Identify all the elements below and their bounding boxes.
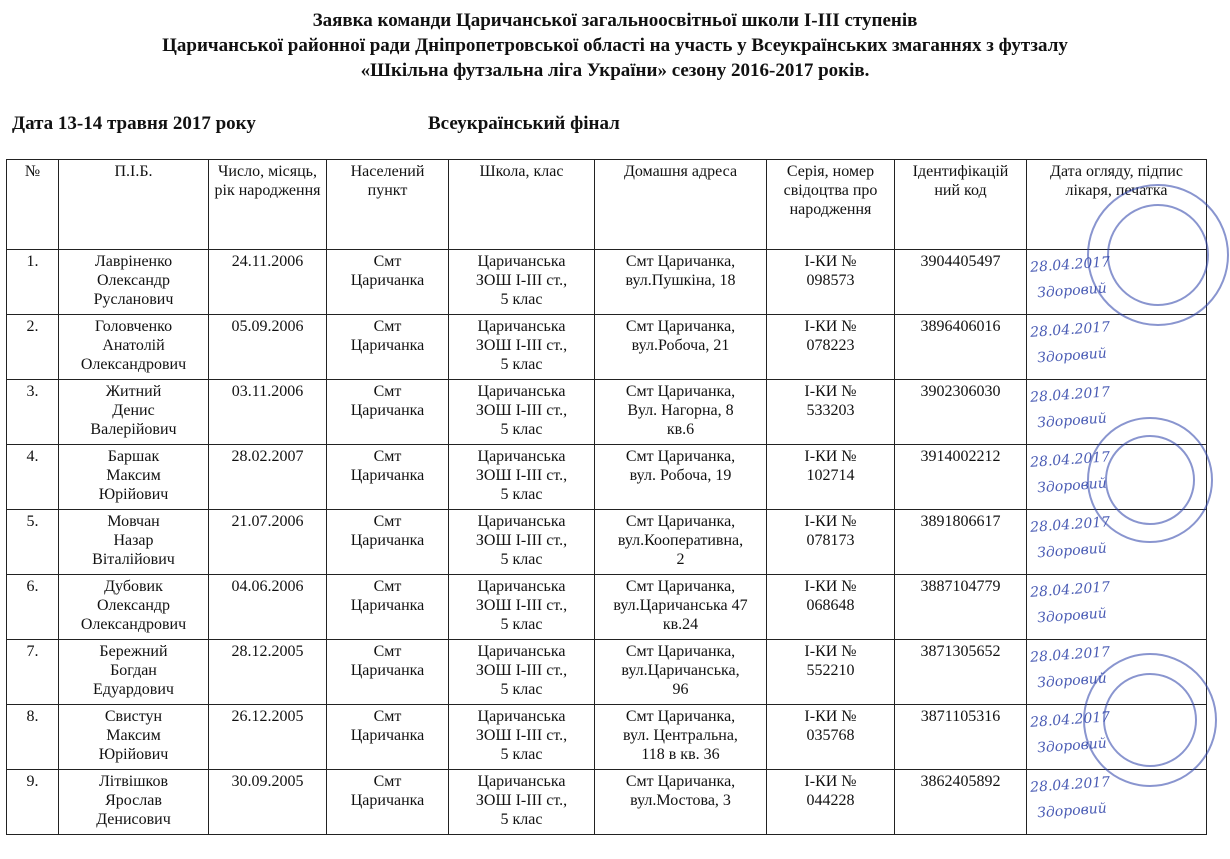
signature-line: 28.04.2017 (1029, 319, 1111, 341)
birth-certificate-line: І-КИ № (804, 253, 857, 270)
signature-line: Здоровий (1036, 475, 1108, 497)
town-line: Смт (373, 253, 402, 270)
player-name (59, 315, 209, 380)
school-line: 5 клас (500, 551, 543, 568)
birth-certificate-line: І-КИ № (804, 513, 857, 530)
signature-handwriting (1029, 380, 1113, 437)
birth-certificate-line: 102714 (806, 467, 855, 484)
player-name (59, 640, 209, 705)
school-line: ЗОШ І-ІІІ ст., (475, 792, 568, 809)
player-name-line: Олександр (96, 597, 171, 614)
school-line: 5 клас (500, 681, 543, 698)
school (449, 705, 595, 770)
birth-date: 26.12.2005 (209, 705, 327, 770)
player-name-line: Валерійович (90, 421, 177, 438)
school-line: Царичанська (477, 318, 566, 335)
home-address-line: вул.Пушкіна, 18 (625, 272, 736, 289)
home-address-line: вул.Царичанська, (621, 662, 740, 679)
player-name-line: Юрійович (98, 486, 169, 503)
school-line: Царичанська (477, 383, 566, 400)
col-id-code: Ідентифікацій ний код (895, 160, 1027, 250)
town (327, 250, 449, 315)
player-name (59, 510, 209, 575)
doctor-signature (1027, 705, 1207, 770)
birth-date: 04.06.2006 (209, 575, 327, 640)
col-medical-check: Дата огляду, підпис лікаря, печатка (1027, 160, 1207, 250)
home-address (595, 250, 767, 315)
player-name-line: Максим (106, 467, 161, 484)
birth-certificate (767, 770, 895, 835)
signature-line: 28.04.2017 (1029, 774, 1111, 796)
doctor-signature (1027, 640, 1207, 705)
signature-line: Здоровий (1036, 345, 1108, 367)
town-line: Царичанка (350, 727, 425, 744)
title-line-3: «Шкільна футзальна ліга України» сезону 2016-2017 років. (360, 60, 870, 81)
id-code: 3871305652 (895, 640, 1027, 705)
school (449, 380, 595, 445)
home-address-line: кв.24 (662, 616, 699, 633)
signature-handwriting (1029, 575, 1113, 632)
signature-line: Здоровий (1036, 735, 1108, 757)
signature-line: Здоровий (1036, 410, 1108, 432)
birth-certificate (767, 380, 895, 445)
id-code: 3887104779 (895, 575, 1027, 640)
school (449, 445, 595, 510)
signature-line: 28.04.2017 (1029, 254, 1111, 276)
town-line: Смт (373, 513, 402, 530)
col-number: № (7, 160, 59, 250)
competition-date: Дата 13-14 травня 2017 року (12, 113, 256, 134)
birth-certificate-line: І-КИ № (804, 383, 857, 400)
id-code: 3896406016 (895, 315, 1027, 380)
signature-line: Здоровий (1036, 605, 1108, 627)
school-line: Царичанська (477, 578, 566, 595)
player-name-line: Дубовик (104, 578, 163, 595)
col-school: Школа, клас (449, 160, 595, 250)
birth-certificate-line: 035768 (806, 727, 855, 744)
id-code: 3914002212 (895, 445, 1027, 510)
school (449, 640, 595, 705)
town-line: Царичанка (350, 532, 425, 549)
row-number: 1. (7, 250, 59, 315)
signature-line: Здоровий (1036, 540, 1108, 562)
player-name-line: Олександрович (80, 356, 187, 373)
player-name-line: Олександрович (80, 616, 187, 633)
player-name-line: Головченко (94, 318, 173, 335)
school-line: Царичанська (477, 253, 566, 270)
birth-certificate-line: І-КИ № (804, 708, 857, 725)
row-number: 6. (7, 575, 59, 640)
col-birth-date: Число, місяць, рік народження (209, 160, 327, 250)
player-name-line: Денисович (96, 811, 171, 828)
id-code: 3902306030 (895, 380, 1027, 445)
town (327, 705, 449, 770)
school-line: ЗОШ І-ІІІ ст., (475, 337, 568, 354)
birth-certificate-line: 078173 (806, 532, 855, 549)
town (327, 770, 449, 835)
doctor-signature (1027, 510, 1207, 575)
signature-handwriting (1029, 770, 1113, 827)
player-name-line: Бережний (99, 643, 168, 660)
school-line: 5 клас (500, 356, 543, 373)
birth-certificate-line: 552210 (806, 662, 855, 679)
home-address (595, 445, 767, 510)
home-address (595, 770, 767, 835)
school (449, 510, 595, 575)
signature-line: Здоровий (1036, 280, 1108, 302)
town-line: Царичанка (350, 337, 425, 354)
school-line: ЗОШ І-ІІІ ст., (475, 272, 568, 289)
signature-line: 28.04.2017 (1029, 449, 1111, 471)
school-line: Царичанська (477, 773, 566, 790)
signature-line: 28.04.2017 (1029, 709, 1111, 731)
birth-certificate-line: І-КИ № (804, 578, 857, 595)
birth-date: 28.12.2005 (209, 640, 327, 705)
birth-certificate-line: 078223 (806, 337, 855, 354)
school (449, 770, 595, 835)
title-line-2: Царичанської районної ради Дніпропетровської області на участь у Всеукраїнських змаганнях з футзалу (162, 35, 1068, 56)
birth-certificate-line: І-КИ № (804, 318, 857, 335)
signature-handwriting (1029, 315, 1113, 372)
player-name-line: Максим (106, 727, 161, 744)
birth-certificate (767, 250, 895, 315)
school-line: ЗОШ І-ІІІ ст., (475, 402, 568, 419)
player-name (59, 250, 209, 315)
col-address: Домашня адреса (595, 160, 767, 250)
school-line: ЗОШ І-ІІІ ст., (475, 597, 568, 614)
school-line: ЗОШ І-ІІІ ст., (475, 467, 568, 484)
town-line: Царичанка (350, 272, 425, 289)
table-row (7, 640, 1207, 705)
doctor-signature (1027, 315, 1207, 380)
birth-certificate-line: 068648 (806, 597, 855, 614)
town (327, 445, 449, 510)
home-address-line: вул. Робоча, 19 (629, 467, 732, 484)
home-address-line: Смт Царичанка, (625, 643, 736, 660)
school-line: Царичанська (477, 448, 566, 465)
birth-certificate (767, 315, 895, 380)
document-title (0, 8, 1230, 83)
town (327, 315, 449, 380)
birth-date: 24.11.2006 (209, 250, 327, 315)
school (449, 315, 595, 380)
signature-line: 28.04.2017 (1029, 644, 1111, 666)
birth-certificate (767, 445, 895, 510)
signature-line: 28.04.2017 (1029, 514, 1111, 536)
signature-handwriting (1029, 445, 1113, 502)
player-name-line: Денис (112, 402, 155, 419)
player-name (59, 705, 209, 770)
home-address-line: Смт Царичанка, (625, 318, 736, 335)
town (327, 510, 449, 575)
home-address-line: кв.6 (666, 421, 695, 438)
town (327, 380, 449, 445)
school-line: 5 клас (500, 291, 543, 308)
birth-certificate-line: І-КИ № (804, 773, 857, 790)
player-name-line: Літвішков (98, 773, 169, 790)
home-address (595, 705, 767, 770)
row-number: 9. (7, 770, 59, 835)
player-name-line: Мовчан (107, 513, 160, 530)
home-address (595, 315, 767, 380)
town-line: Смт (373, 773, 402, 790)
roster-body (7, 250, 1207, 835)
birth-certificate (767, 640, 895, 705)
school-line: 5 клас (500, 486, 543, 503)
school-line: 5 клас (500, 616, 543, 633)
birth-date: 03.11.2006 (209, 380, 327, 445)
player-name-line: Юрійович (98, 746, 169, 763)
signature-line: 28.04.2017 (1029, 384, 1111, 406)
town-line: Смт (373, 643, 402, 660)
home-address-line: Смт Царичанка, (625, 383, 736, 400)
signature-handwriting (1029, 250, 1113, 307)
school-line: 5 клас (500, 746, 543, 763)
row-number: 5. (7, 510, 59, 575)
home-address-line: вул. Центральна, (623, 727, 738, 744)
town-line: Смт (373, 578, 402, 595)
home-address-line: 2 (676, 551, 685, 568)
player-name-line: Баршак (107, 448, 160, 465)
signature-line: Здоровий (1036, 670, 1108, 692)
birth-date: 28.02.2007 (209, 445, 327, 510)
school-line: 5 клас (500, 811, 543, 828)
home-address-line: Смт Царичанка, (625, 578, 736, 595)
player-name (59, 445, 209, 510)
table-row (7, 510, 1207, 575)
town-line: Царичанка (350, 597, 425, 614)
school (449, 575, 595, 640)
col-full-name: П.І.Б. (59, 160, 209, 250)
town-line: Царичанка (350, 792, 425, 809)
birth-certificate (767, 510, 895, 575)
school-line: 5 клас (500, 421, 543, 438)
row-number: 2. (7, 315, 59, 380)
table-row (7, 705, 1207, 770)
id-code: 3862405892 (895, 770, 1027, 835)
doctor-signature (1027, 575, 1207, 640)
school-line: Царичанська (477, 708, 566, 725)
id-code: 3871105316 (895, 705, 1027, 770)
birth-certificate (767, 705, 895, 770)
player-name-line: Русланович (93, 291, 174, 308)
signature-handwriting (1029, 510, 1113, 567)
school-line: ЗОШ І-ІІІ ст., (475, 532, 568, 549)
table-row (7, 250, 1207, 315)
town-line: Смт (373, 448, 402, 465)
player-name (59, 380, 209, 445)
table-row (7, 315, 1207, 380)
player-name-line: Назар (113, 532, 154, 549)
home-address (595, 380, 767, 445)
row-number: 4. (7, 445, 59, 510)
player-name-line: Едуардович (93, 681, 174, 698)
home-address-line: Смт Царичанка, (625, 253, 736, 270)
school-line: Царичанська (477, 643, 566, 660)
table-row (7, 575, 1207, 640)
table-header-row (7, 160, 1207, 250)
player-name (59, 575, 209, 640)
home-address (595, 510, 767, 575)
town-line: Смт (373, 383, 402, 400)
title-line-1: Заявка команди Царичанської загальноосвітньої школи І-ІІІ ступенів (312, 10, 918, 31)
signature-handwriting (1029, 640, 1113, 697)
town-line: Смт (373, 708, 402, 725)
home-address (595, 575, 767, 640)
row-number: 3. (7, 380, 59, 445)
player-name (59, 770, 209, 835)
signature-handwriting (1029, 705, 1113, 762)
player-name-line: Житний (105, 383, 162, 400)
birth-date: 30.09.2005 (209, 770, 327, 835)
town-line: Царичанка (350, 662, 425, 679)
roster-table (6, 159, 1207, 835)
home-address (595, 640, 767, 705)
home-address-line: вул.Кооперативна, (617, 532, 744, 549)
table-row (7, 770, 1207, 835)
player-name-line: Віталійович (92, 551, 175, 568)
home-address-line: 118 в кв. 36 (641, 746, 720, 763)
birth-certificate-line: 533203 (806, 402, 855, 419)
school-line: ЗОШ І-ІІІ ст., (475, 727, 568, 744)
player-name-line: Ярослав (105, 792, 162, 809)
signature-line: 28.04.2017 (1029, 579, 1111, 601)
town-line: Царичанка (350, 467, 425, 484)
school (449, 250, 595, 315)
school-line: ЗОШ І-ІІІ ст., (475, 662, 568, 679)
doctor-signature (1027, 380, 1207, 445)
home-address-line: Вул. Нагорна, 8 (627, 402, 734, 419)
town (327, 575, 449, 640)
table-row (7, 445, 1207, 510)
town-line: Царичанка (350, 402, 425, 419)
player-name-line: Олександр (96, 272, 171, 289)
table-row (7, 380, 1207, 445)
player-name-line: Богдан (110, 662, 157, 679)
doctor-signature (1027, 770, 1207, 835)
col-town: Населений пункт (327, 160, 449, 250)
birth-date: 21.07.2006 (209, 510, 327, 575)
home-address-line: Смт Царичанка, (625, 513, 736, 530)
school-line: Царичанська (477, 513, 566, 530)
row-number: 7. (7, 640, 59, 705)
id-code: 3904405497 (895, 250, 1027, 315)
col-certificate: Серія, номер свідоцтва про народження (767, 160, 895, 250)
id-code: 3891806617 (895, 510, 1027, 575)
player-name-line: Свистун (104, 708, 163, 725)
town (327, 640, 449, 705)
birth-date: 05.09.2006 (209, 315, 327, 380)
town-line: Смт (373, 318, 402, 335)
home-address-line: Смт Царичанка, (625, 708, 736, 725)
doctor-signature (1027, 445, 1207, 510)
birth-certificate-line: І-КИ № (804, 643, 857, 660)
birth-certificate-line: І-КИ № (804, 448, 857, 465)
player-name-line: Анатолій (102, 337, 165, 354)
signature-line: Здоровий (1036, 800, 1108, 822)
home-address-line: вул.Робоча, 21 (631, 337, 730, 354)
birth-certificate (767, 575, 895, 640)
home-address-line: вул.Мостова, 3 (630, 792, 731, 809)
row-number: 8. (7, 705, 59, 770)
doctor-signature (1027, 250, 1207, 315)
home-address-line: вул.Царичанська 47 (613, 597, 748, 614)
player-name-line: Лавріненко (94, 253, 173, 270)
home-address-line: 96 (672, 681, 689, 698)
home-address-line: Смт Царичанка, (625, 448, 736, 465)
competition-stage: Всеукраїнський фінал (428, 113, 620, 134)
home-address-line: Смт Царичанка, (625, 773, 736, 790)
birth-certificate-line: 098573 (806, 272, 855, 289)
birth-certificate-line: 044228 (806, 792, 855, 809)
